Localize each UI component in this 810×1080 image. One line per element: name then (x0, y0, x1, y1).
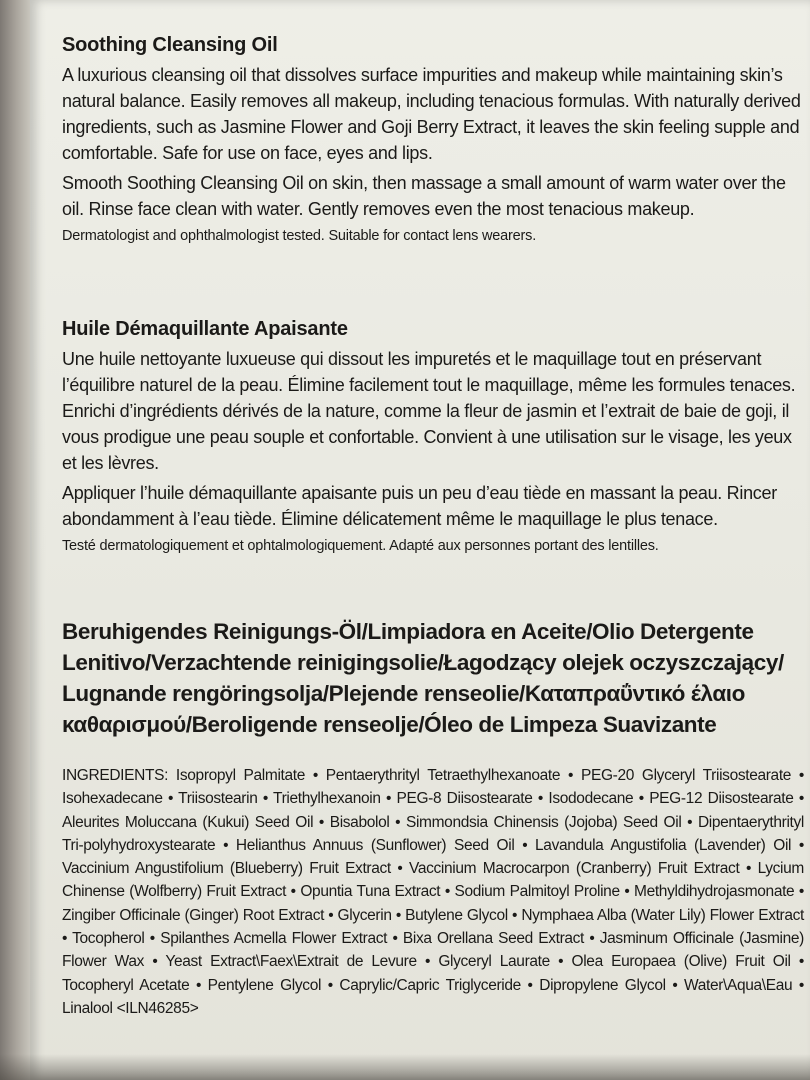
english-description: A luxurious cleansing oil that dissolves surface impurities and makeup while maintaining skin’s natural balance. Easily removes all makeup, including tenacious formulas. With naturally derived ingredients, such as Jasmine Flower and Goji Berry Extract, it leaves the skin feeling supple and comfortable. Safe for use on face, eyes and lips. (62, 65, 801, 163)
french-description: Une huile nettoyante luxueuse qui dissout les impuretés et le maquillage tout en préservant l’équilibre naturel de la peau. Élimine facilement tout le maquillage, même les formules tenaces. Enrichi d’ingrédients dérivés de la nature, comme la fleur de jasmin et l’extrait de baie de goji, il vous prodigue une peau souple et confortable. Convient à une utilisation sur le visage, les yeux et les lèvres. (62, 349, 796, 473)
english-section (62, 32, 807, 246)
english-usage: Smooth Soothing Cleansing Oil on skin, then massage a small amount of warm water over the oil. Rinse face clean with water. Gently removes even the most tenacious makeup. (62, 173, 786, 219)
multilanguage-product-names: Beruhigendes Reinigungs-Öl/Limpiadora en Aceite/Olio Detergente Lenitivo/Verzachtende reinigingsolie/Łagodzący olejek oczyszczający/ Lugnande rengöringsolja/Plejende renseolie/Καταπραΰντικό έλαιο καθαρισμού/Beroligende renseolje/Óleo de Limpeza Suavizante (62, 619, 784, 737)
ingredients-label: INGREDIENTS: (62, 767, 169, 784)
multilanguage-title (62, 616, 797, 740)
french-test-note: Testé dermatologiquement et ophtalmologiquement. Adapté aux personnes portant des lentilles. (62, 538, 659, 554)
english-test-note: Dermatologist and ophthalmologist tested. Suitable for contact lens wearers. (62, 228, 537, 244)
french-title: Huile Démaquillante Apaisante (62, 318, 348, 340)
french-usage: Appliquer l’huile démaquillante apaisante puis un peu d’eau tiède en massant la peau. Rincer abondamment à l’eau tiède. Élimine délicatement même le maquillage le plus tenace. (62, 483, 777, 529)
ingredients-text: Isopropyl Palmitate • Pentaerythrityl Tetraethylhexanoate • PEG-20 Glyceryl Triisostearate • Isohexadecane • Triisostearin • Triethylhexanoin • PEG-8 Diisostearate • Isododecane • PEG-12 Diisostearate • Aleurites Moluccana (Kukui) Seed Oil • Bisabolol • Simmondsia Chinensis (Jojoba) Seed Oil • Dipentaerythrityl Tri-polyhydroxystearate • Helianthus Annuus (Sunflower) Seed Oil • Lavandula Angustifolia (Lavender) Oil • Vaccinium Angustifolium (Blueberry) Fruit Extract • Vaccinium Macrocarpon (Cranberry) Fruit Extract • Lycium Chinense (Wolfberry) Fruit Extract • Opuntia Tuna Extract • Sodium Palmitoyl Proline • Methyldihydrojasmonate • Zingiber Officinale (Ginger) Root Extract • Glycerin • Butylene Glycol • Nymphaea Alba (Water Lily) Flower Extract • Tocopherol • Spilanthes Acmella Flower Extract • Bixa Orellana Seed Extract • Jasminum Officinale (Jasmine) Flower Wax • Yeast Extract\Faex\Extrait de Levure • Glyceryl Laurate • Olea Europaea (Olive) Fruit Oil • Tocopheryl Acetate • Pentylene Glycol • Caprylic/Capric Triglyceride • Dipropylene Glycol • Water\Aqua\Eau • Linalool <ILN46285> (62, 767, 804, 1017)
english-title: Soothing Cleansing Oil (62, 34, 278, 56)
french-section (62, 316, 807, 556)
ingredients-list (62, 764, 804, 1020)
ingredients-section (62, 764, 804, 1020)
bottom-shadow (0, 1054, 810, 1080)
